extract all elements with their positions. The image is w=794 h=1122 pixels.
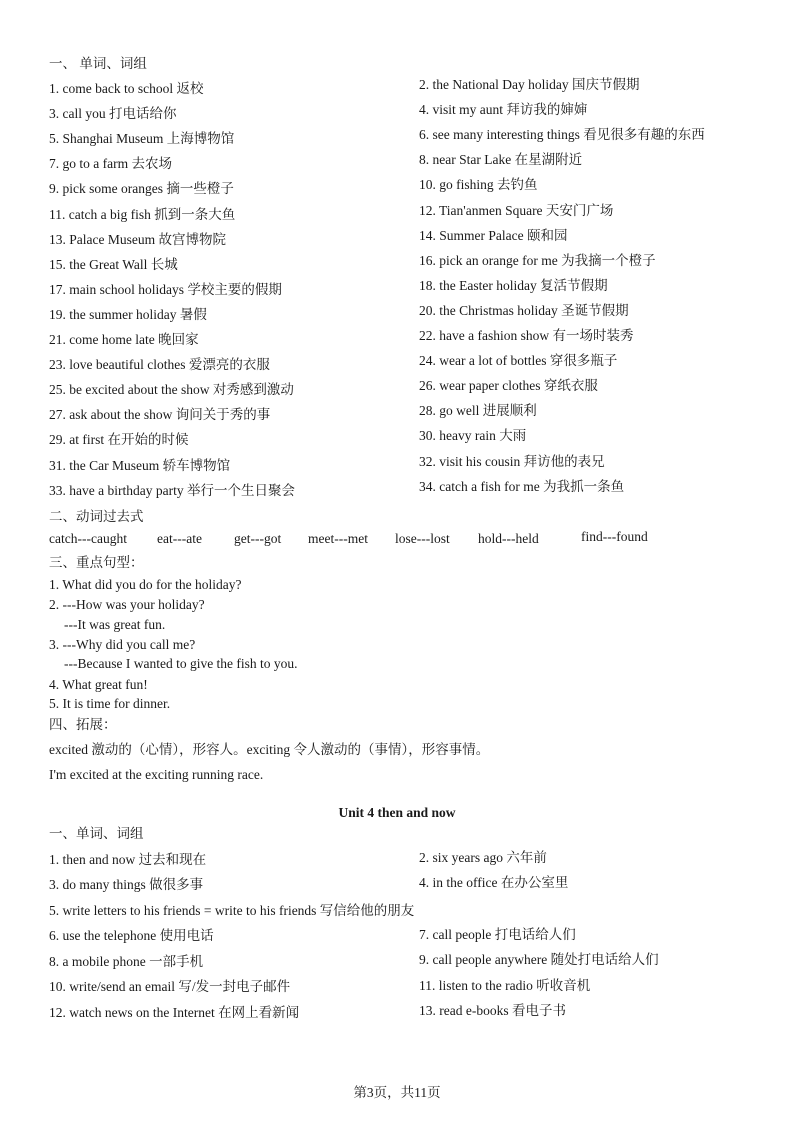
vocab-item: 1. then and now 过去和现在 bbox=[49, 852, 207, 867]
vocab-item: 29. at first 在开始的时候 bbox=[49, 432, 189, 448]
vocab-item: 31. the Car Museum 轿车博物馆 bbox=[49, 457, 231, 473]
verb-pair: get---got bbox=[234, 531, 282, 546]
vocab-item: 18. the Easter holiday 复活节假期 bbox=[419, 277, 608, 293]
vocab-item: 6. use the telephone 使用电话 bbox=[49, 928, 214, 943]
vocab-item: 1. come back to school 返校 bbox=[49, 81, 204, 96]
section-heading-past-tense: 二、动词过去式 bbox=[49, 509, 144, 524]
extension-line: excited 激动的（心情），形容人。exciting 令人激动的（事情），形容事情。 bbox=[49, 742, 490, 757]
verb-pair: hold---held bbox=[478, 531, 539, 546]
sentence-line: 4. What great fun! bbox=[49, 677, 148, 692]
vocab-item: 9. pick some oranges 摘一些橙子 bbox=[49, 181, 234, 197]
vocab-item: 13. read e-books 看电子书 bbox=[419, 1003, 566, 1018]
vocab-item: 15. the Great Wall 长城 bbox=[49, 256, 178, 272]
vocab-item: 32. visit his cousin 拜访他的表兄 bbox=[419, 453, 605, 469]
verb-pair: lose---lost bbox=[395, 531, 450, 546]
vocab-item: 7. call people 打电话给人们 bbox=[419, 927, 576, 942]
vocab-item: 28. go well 进展顺利 bbox=[419, 403, 537, 419]
vocab-item: 17. main school holidays 学校主要的假期 bbox=[49, 281, 282, 297]
vocab-item: 26. wear paper clothes 穿纸衣服 bbox=[419, 378, 598, 394]
vocab-item: 30. heavy rain 大雨 bbox=[419, 428, 527, 444]
vocab-item: 21. come home late 晚回家 bbox=[49, 332, 199, 347]
vocab-item: 9. call people anywhere 随处打电话给人们 bbox=[419, 952, 659, 967]
vocab-item: 10. write/send an email 写/发一封电子邮件 bbox=[49, 979, 291, 994]
sentence-line: ---It was great fun. bbox=[64, 617, 166, 632]
vocab-item: 5. write letters to his friends = write to his friends 写信给他的朋友 bbox=[49, 903, 415, 918]
vocab-item: 14. Summer Palace 颐和园 bbox=[419, 227, 568, 243]
section-heading-vocab-unit4: 一、单词、词组 bbox=[49, 826, 144, 841]
vocab-item: 25. be excited about the show 对秀感到激动 bbox=[49, 382, 294, 398]
vocab-item: 8. a mobile phone 一部手机 bbox=[49, 954, 204, 969]
vocab-item: 2. the National Day holiday 国庆节假期 bbox=[419, 77, 640, 92]
verb-pair: find---found bbox=[581, 529, 648, 544]
vocab-item: 4. in the office 在办公室里 bbox=[419, 875, 569, 890]
vocab-item: 3. call you 打电话给你 bbox=[49, 106, 177, 122]
verb-pair: catch---caught bbox=[49, 531, 127, 546]
vocab-item: 20. the Christmas holiday 圣诞节假期 bbox=[419, 302, 629, 318]
verb-pair: eat---ate bbox=[157, 531, 202, 546]
vocab-item: 34. catch a fish for me 为我抓一条鱼 bbox=[419, 478, 625, 494]
sentence-line: 1. What did you do for the holiday? bbox=[49, 577, 242, 592]
vocab-item: 11. catch a big fish 抓到一条大鱼 bbox=[49, 206, 236, 222]
extension-line: I'm excited at the exciting running race. bbox=[49, 767, 264, 782]
sentence-line: 3. ---Why did you call me? bbox=[49, 637, 196, 652]
vocab-item: 12. watch news on the Internet 在网上看新闻 bbox=[49, 1005, 300, 1020]
sentence-line: 2. ---How was your holiday? bbox=[49, 597, 205, 612]
vocab-item: 3. do many things 做很多事 bbox=[49, 877, 204, 892]
vocab-item: 5. Shanghai Museum 上海博物馆 bbox=[49, 131, 235, 147]
vocab-item: 22. have a fashion show 有一场时装秀 bbox=[419, 328, 634, 343]
vocab-item: 23. love beautiful clothes 爱漂亮的衣服 bbox=[49, 357, 270, 373]
vocab-item: 11. listen to the radio 听收音机 bbox=[419, 978, 591, 993]
sentence-line: 5. It is time for dinner. bbox=[49, 696, 171, 711]
vocab-item: 27. ask about the show 询问关于秀的事 bbox=[49, 407, 271, 423]
vocab-item: 24. wear a lot of bottles 穿很多瓶子 bbox=[419, 353, 618, 369]
vocab-item: 7. go to a farm 去农场 bbox=[49, 156, 172, 172]
section-heading-vocab: 一、 单词、词组 bbox=[49, 56, 147, 71]
unit-title: Unit 4 then and now bbox=[338, 805, 456, 820]
verb-pair: meet---met bbox=[308, 531, 368, 546]
section-heading-extension: 四、拓展： bbox=[49, 717, 117, 732]
vocab-item: 2. six years ago 六年前 bbox=[419, 850, 547, 865]
vocab-item: 19. the summer holiday 暑假 bbox=[49, 306, 207, 322]
page-number: 第3页，共11页 bbox=[353, 1085, 441, 1100]
vocab-item: 6. see many interesting things 看见很多有趣的东西 bbox=[419, 127, 705, 143]
sentence-line: ---Because I wanted to give the fish to you. bbox=[64, 656, 298, 671]
vocab-item: 16. pick an orange for me 为我摘一个橙子 bbox=[419, 252, 656, 268]
section-heading-key-sentences: 三、重点句型： bbox=[49, 555, 144, 570]
vocab-item: 13. Palace Museum 故宫博物院 bbox=[49, 231, 226, 247]
vocab-item: 8. near Star Lake 在星湖附近 bbox=[419, 152, 583, 168]
vocab-item: 10. go fishing 去钓鱼 bbox=[419, 177, 538, 193]
vocab-item: 12. Tian'anmen Square 天安门广场 bbox=[419, 202, 614, 218]
vocab-item: 33. have a birthday party 举行一个生日聚会 bbox=[49, 482, 295, 498]
vocab-item: 4. visit my aunt 拜访我的婶婶 bbox=[419, 102, 588, 118]
